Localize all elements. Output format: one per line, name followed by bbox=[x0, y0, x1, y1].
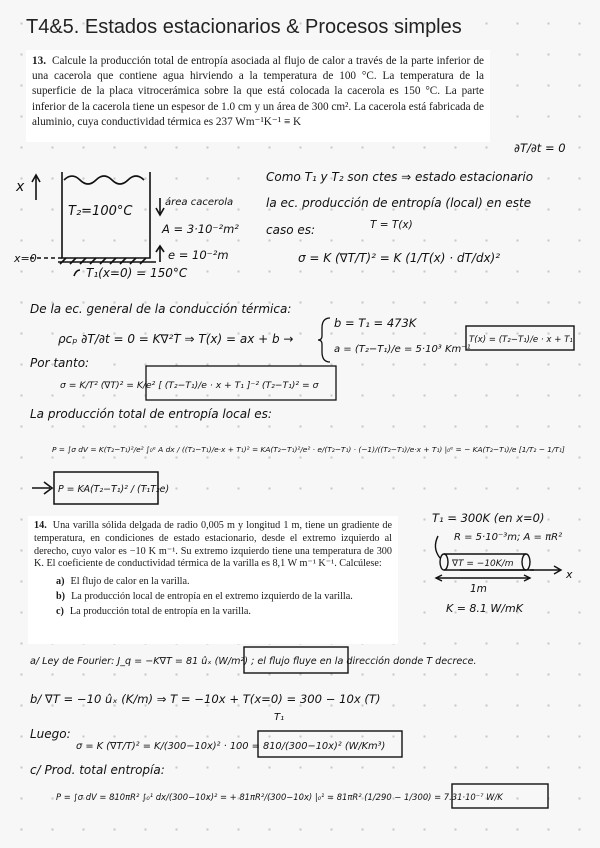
area-label: área cacerola bbox=[165, 197, 234, 208]
rod-gradient-label: ∇T = −10K/m bbox=[452, 559, 514, 569]
rod-radius-label: R = 5·10⁻³m; A = πR² bbox=[454, 532, 563, 543]
t-of-x-result: T(x) = (T₂−T₁)/e · x + T₁ bbox=[469, 335, 573, 345]
rod-conductivity-label: K = 8.1 W/mK bbox=[446, 602, 523, 615]
pot-diagram bbox=[30, 172, 164, 276]
note-line-2: la ec. producción de entropía (local) en este bbox=[266, 196, 532, 210]
answer-a: a/ Ley de Fourier: J_q = −K∇T = 81 ûₓ (W/m²) ; el flujo fluye en la dirección donde T decrece. bbox=[30, 656, 477, 667]
rod-length-label: 1m bbox=[470, 583, 487, 595]
t2-label: T₂=100°C bbox=[68, 204, 133, 219]
note-line-6: La producción total de entropía local es: bbox=[30, 407, 272, 421]
page-title: T4&5. Estados estacionarios & Procesos simples bbox=[26, 16, 462, 38]
note-line-5: Por tanto: bbox=[30, 356, 90, 370]
sigma-expression: σ = K/T² (∇T)² = K/e² [ (T₂−T₁)/e · x + T₁ ]⁻² (T₂−T₁)² = σ bbox=[60, 380, 319, 391]
rod-axis-x-label: x bbox=[566, 568, 573, 581]
note-line-4: De la ec. general de la conducción térmica: bbox=[30, 302, 292, 316]
rod-t1-label: T₁ = 300K (en x=0) bbox=[432, 511, 545, 525]
heat-equation: ρcₚ ∂T/∂t = 0 = K∇²T ⇒ T(x) = ax + b → bbox=[58, 332, 294, 346]
b-value: b = T₁ = 473K bbox=[334, 316, 417, 330]
t1-label: T₁(x=0) = 150°C bbox=[86, 266, 188, 280]
x0-label: x=0 bbox=[14, 252, 37, 265]
problem-14-text: Una varilla sólida delgada de radio 0,005 m y longitud 1 m, tiene un gradiente de temperatura, en condiciones de estado estacionario, desde el extremo izquierdo al derecho, cuyo valor es −10 K m⁻¹. Su extremo izquierdo tiene una temperatura de 300 K. El coeficiente de conductividad térmica de la varilla es 8,1 W m⁻¹ K⁻¹. Calcúlese: bbox=[34, 520, 392, 570]
axis-x-label: x bbox=[16, 179, 25, 195]
note-line-1: Como T₁ y T₂ son ctes ⇒ estado estacionario bbox=[266, 170, 534, 184]
total-entropy-integral: P = ∫σ dV = K(T₂−T₁)²/e² ∫₀ᵉ A dx / ((T₂−T₁)/e·x + T₁)² = KA(T₂−T₁)²/e² · e/(T₂−T₁) · (−1)/((T₂−T₁)/e·x + T₁) |₀ᵉ = − KA(T₂−T₁)/e [1/T₂ − 1/T₁] bbox=[52, 445, 565, 454]
problem-14-number: 14. bbox=[34, 520, 47, 531]
note-line-3: caso es: bbox=[266, 223, 316, 237]
list-item: b) La producción local de entropía en el extremo izquierdo de la varilla. bbox=[56, 590, 353, 602]
list-item: a) El flujo de calor en la varilla. bbox=[56, 576, 190, 588]
thickness-value: e = 10⁻²m bbox=[168, 248, 229, 262]
problem-13-number: 13. bbox=[32, 55, 46, 67]
answer-b-subscript: T₁ bbox=[274, 712, 285, 723]
answer-b-gradient: b/ ∇T = −10 ûₓ (K/m) ⇒ T = −10x + T(x=0) = 300 − 10x (T) bbox=[30, 692, 381, 706]
answer-c-label: c/ Prod. total entropía: bbox=[30, 763, 165, 777]
total-entropy-result: P = KA(T₂−T₁)² / (T₁T₂e) bbox=[58, 484, 170, 495]
a-value: a = (T₂−T₁)/e = 5·10³ Km⁻¹ bbox=[334, 344, 471, 355]
list-item: c) La producción total de entropía en la varilla. bbox=[56, 605, 251, 617]
area-value: A = 3·10⁻²m² bbox=[162, 222, 239, 236]
answer-b-sigma: σ = K (∇T/T)² = K/(300−10x)² · 100 = 810/(300−10x)² (W/Km³) bbox=[76, 741, 386, 752]
problem-13-text: Calcule la producción total de entropía asociada al flujo de calor a través de la parte inferior de una cacerola que contiene agua hirviendo a la temperatura de 100 °C. La temperatura de la superficie de la placa vitrocerámica sobre la que está colocada la cacerola es 150 °C. La parte inferior de la cacerola tiene un espesor de 1.0 cm y un área de 300 cm². La cacerola está fabricada de aluminio, cuya conductividad térmica es 237 Wm⁻¹K⁻¹ ≡ K bbox=[32, 55, 484, 128]
answer-c-total: P = ∫σ dV = 810πR² ∫₀¹ dx/(300−10x)² = + 81πR²/(300−10x) |₀¹ = 81πR² (1/290 − 1/300) = 7.31·10⁻⁷ W/K bbox=[56, 792, 503, 802]
dtdt-note: ∂T/∂t = 0 bbox=[514, 141, 566, 155]
answer-b-label: Luego: bbox=[30, 727, 71, 741]
t-of-x-note: T = T(x) bbox=[370, 219, 413, 231]
local-entropy-equation: σ = K (∇T/T)² = K (1/T(x) · dT/dx)² bbox=[298, 251, 501, 265]
